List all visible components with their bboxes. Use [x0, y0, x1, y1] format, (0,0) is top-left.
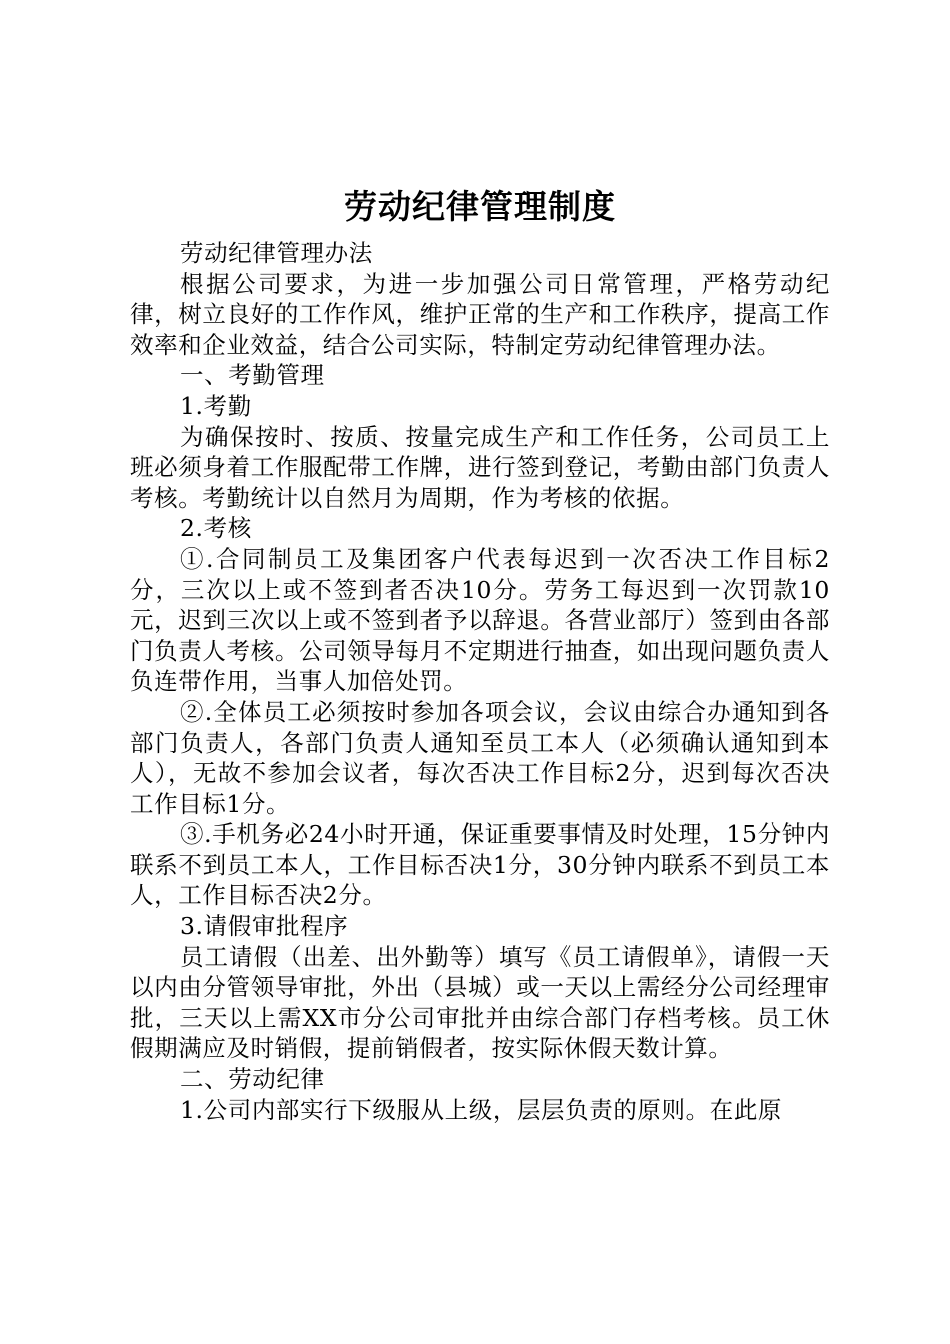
attendance-paragraph: 为确保按时、按质、按量完成生产和工作任务，公司员工上班必须身着工作服配带工作牌，进行签到登记，考勤由部门负责人考核。考勤统计以自然月为周期，作为考核的依据。 [130, 422, 830, 512]
leave-approval-paragraph: 员工请假（出差、出外勤等）填写《员工请假单》，请假一天以内由分管领导审批，外出（县城）或一天以上需经分公司经理审批，三天以上需XX市分公司审批并由综合部门存档考核。员工休假期满应及时销假，提前销假者，按实际休假天数计算。 [130, 942, 830, 1063]
assessment-item-2: ②.全体员工必须按时参加各项会议，会议由综合办通知到各部门负责人，各部门负责人通知至员工本人（必须确认通知到本人），无故不参加会议者，每次否决工作目标2分，迟到每次否决工作目标1分。 [130, 697, 830, 818]
document-page [130, 180, 830, 1125]
subheading-attendance: 1.考勤 [180, 391, 252, 420]
document-title: 劳动纪律管理制度 [344, 187, 616, 226]
section-heading-attendance: 一、考勤管理 [180, 361, 325, 390]
subheading-leave-approval: 3.请假审批程序 [180, 912, 349, 941]
labor-discipline-item-1: 1.公司内部实行下级服从上级，层层负责的原则。在此原 [180, 1095, 783, 1124]
assessment-item-3: ③.手机务必24小时开通，保证重要事情及时处理，15分钟内联系不到员工本人，工作目标否决1分，30分钟内联系不到员工本人，工作目标否决2分。 [130, 820, 830, 910]
assessment-item-1: ①.合同制员工及集团客户代表每迟到一次否决工作目标2分，三次以上或不签到者否决10分。劳务工每迟到一次罚款10元，迟到三次以上或不签到者予以辞退。各营业部厅）签到由各部门负责人考核。公司领导每月不定期进行抽查，如出现问题负责人负连带作用，当事人加倍处罚。 [130, 544, 830, 696]
subheading-assessment: 2.考核 [180, 514, 252, 543]
intro-paragraph: 根据公司要求，为进一步加强公司日常管理，严格劳动纪律，树立良好的工作作风，维护正常的生产和工作秩序，提高工作效率和企业效益，结合公司实际，特制定劳动纪律管理办法。 [130, 269, 830, 359]
section-heading-labor-discipline: 二、劳动纪律 [180, 1065, 325, 1094]
subtitle-paragraph: 劳动纪律管理办法 [180, 239, 373, 267]
